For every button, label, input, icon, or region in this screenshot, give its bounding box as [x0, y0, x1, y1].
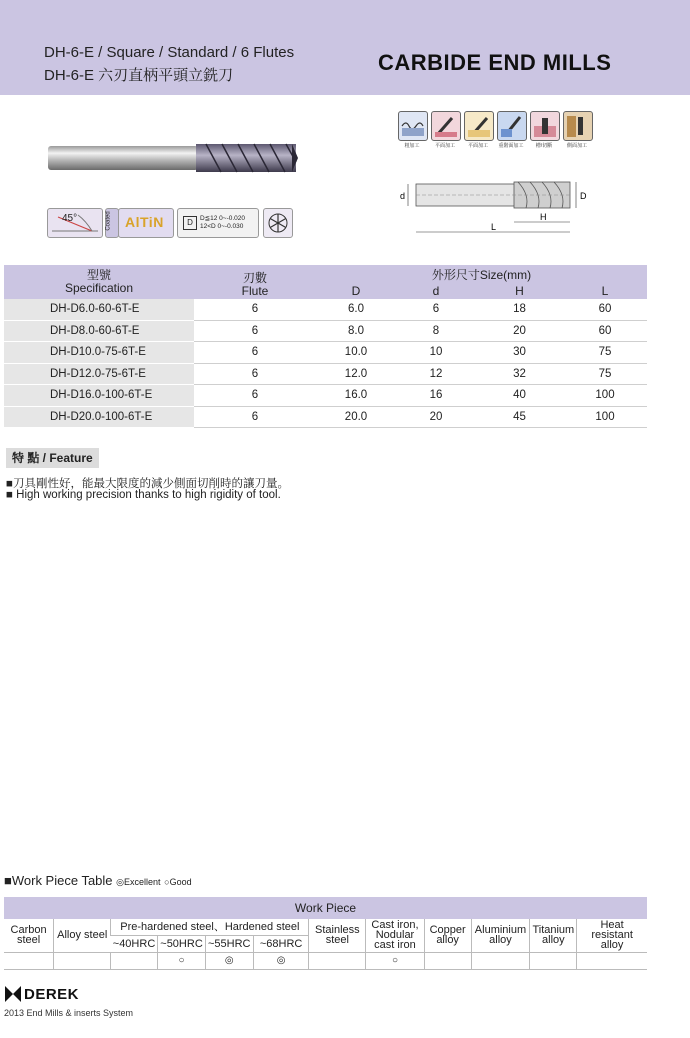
header-band	[0, 0, 690, 95]
hrc-40-header: ~40HRC	[111, 935, 158, 952]
spec-cell: DH-D12.0-75-6T-E	[4, 363, 194, 385]
spec-cell: DH-D8.0-60-6T-E	[4, 320, 194, 342]
six-flute-cross-section-icon	[263, 208, 293, 238]
d-cell: 12	[396, 363, 476, 385]
spec-column-header	[4, 265, 194, 299]
rating-cell	[577, 952, 647, 969]
derek-logo-icon	[4, 985, 22, 1003]
stainless-header: Stainless steel	[309, 919, 366, 952]
flute-column-header	[194, 265, 316, 299]
dim-D-label: D	[580, 191, 587, 201]
table-row	[4, 406, 647, 428]
tolerance-line-1: D≦12 0~-0.020	[200, 215, 246, 222]
work-piece-section	[4, 873, 192, 888]
flute-header-en: Flute	[241, 284, 269, 298]
rating-cell	[4, 952, 54, 969]
flute-cell: 6	[194, 342, 316, 364]
d-cell: 20	[396, 406, 476, 428]
side-milling-icon	[464, 111, 494, 141]
D-cell: 6.0	[316, 299, 396, 320]
product-category-title: CARBIDE END MILLS	[378, 50, 612, 75]
rating-cell: ○	[366, 952, 425, 969]
specification-table	[4, 265, 647, 428]
hrc-55-header: ~55HRC	[205, 935, 253, 952]
H-cell: 20	[476, 320, 563, 342]
end-mill-photo	[46, 140, 302, 178]
table-row	[4, 363, 647, 385]
flute-cell: 6	[194, 363, 316, 385]
legend-good: ○Good	[164, 877, 192, 887]
d-cell: 6	[396, 299, 476, 320]
pre-hardened-header: Pre-hardened steel、Hardened steel	[111, 919, 309, 935]
rating-cell: ○	[158, 952, 206, 969]
table-row	[4, 320, 647, 342]
helix-angle-badge	[47, 208, 103, 238]
step-milling-icon	[497, 111, 527, 141]
cast-iron-header: Cast iron, Nodular cast iron	[366, 919, 425, 952]
d-cell: 10	[396, 342, 476, 364]
H-cell: 18	[476, 299, 563, 320]
D-cell: 10.0	[316, 342, 396, 364]
rating-cell	[111, 952, 158, 969]
H-cell: 40	[476, 385, 563, 407]
feature-line-zh: ■刀具剛性好，能最大限度的減少側面切削時的讓刀量。	[6, 478, 289, 490]
L-cell: 75	[563, 363, 647, 385]
rating-cell	[54, 952, 111, 969]
d-column-header: d	[432, 283, 440, 298]
D-cell: 8.0	[316, 320, 396, 342]
H-column-header: H	[515, 283, 524, 298]
slotting-icon	[530, 111, 560, 141]
profiling-icon	[563, 111, 593, 141]
rating-cell: ◎	[205, 952, 253, 969]
application-label: 槽/切斷	[535, 143, 553, 149]
dim-L-label: L	[491, 222, 497, 232]
dim-d-label: d	[400, 191, 406, 201]
spec-cell: DH-D10.0-75-6T-E	[4, 342, 194, 364]
application-label: 側面加工	[566, 143, 587, 149]
L-cell: 100	[563, 406, 647, 428]
hrc-68-header: ~68HRC	[253, 935, 309, 952]
rating-row	[4, 952, 647, 969]
helix-angle-label: 45°	[62, 213, 78, 224]
roughing-icon	[398, 111, 428, 141]
hrc-50-header: ~50HRC	[158, 935, 206, 952]
rating-cell	[424, 952, 471, 969]
flute-header-zh: 刃數	[242, 271, 267, 285]
L-cell: 60	[563, 299, 647, 320]
flute-cell: 6	[194, 385, 316, 407]
catalog-name: 2013 End Mills & inserts System	[4, 1008, 134, 1018]
flute-cell: 6	[194, 406, 316, 428]
aluminium-header: Aluminium alloy	[471, 919, 530, 952]
dimension-drawing	[396, 174, 596, 240]
work-piece-table	[4, 897, 647, 970]
coating-label: AlTiN	[125, 214, 164, 230]
table-row	[4, 342, 647, 364]
application-label: 粗加工	[404, 143, 420, 149]
coated-label: Coated	[105, 211, 112, 231]
work-piece-label: ■Work Piece Table	[4, 873, 113, 888]
H-cell: 45	[476, 406, 563, 428]
alloy-steel-header: Alloy steel	[54, 919, 111, 952]
d-cell: 8	[396, 320, 476, 342]
face-milling-icon	[431, 111, 461, 141]
rating-cell	[530, 952, 577, 969]
D-cell: 12.0	[316, 363, 396, 385]
application-label: 平面加工	[467, 143, 488, 149]
feature-line-en: ■ High working precision thanks to high rigidity of tool.	[6, 489, 281, 501]
coated-tag	[105, 208, 119, 238]
dim-H-label: H	[540, 212, 547, 222]
d-cell: 16	[396, 385, 476, 407]
table-row	[4, 385, 647, 407]
product-title-zh: DH-6-E 六刃直柄平頭立銑刀	[44, 67, 234, 84]
flute-cell: 6	[194, 320, 316, 342]
D-cell: 16.0	[316, 385, 396, 407]
titanium-header: Titanium alloy	[530, 919, 577, 952]
rating-cell	[471, 952, 530, 969]
carbon-steel-header: Carbon steel	[4, 919, 54, 952]
heat-resistant-header: Heat resistant alloy	[577, 919, 647, 952]
application-label: 重階面加工	[498, 143, 524, 149]
D-column-header: D	[351, 283, 361, 298]
H-cell: 32	[476, 363, 563, 385]
table-row	[4, 299, 647, 320]
brand-name: DEREK	[24, 986, 80, 1003]
work-piece-band: Work Piece	[4, 897, 647, 919]
L-cell: 75	[563, 342, 647, 364]
spec-header-en: Specification	[64, 281, 134, 295]
application-label: 平面加工	[434, 143, 455, 149]
size-column-header: 外形尺寸Size(mm)	[431, 268, 532, 282]
spec-cell: DH-D16.0-100-6T-E	[4, 385, 194, 407]
D-cell: 20.0	[316, 406, 396, 428]
tolerance-badge	[177, 208, 259, 238]
spec-cell: DH-D20.0-100-6T-E	[4, 406, 194, 428]
tolerance-symbol: D	[183, 216, 197, 230]
feature-title: 特 點 / Feature	[6, 448, 99, 468]
coating-badge	[118, 208, 174, 238]
legend-excellent: ◎Excellent	[116, 877, 161, 887]
rating-cell: ◎	[253, 952, 309, 969]
rating-cell	[309, 952, 366, 969]
L-cell: 100	[563, 385, 647, 407]
L-cell: 60	[563, 320, 647, 342]
spec-cell: DH-D6.0-60-6T-E	[4, 299, 194, 320]
spec-header-zh: 型號	[86, 268, 111, 282]
tolerance-line-2: 12<D 0~-0.030	[200, 223, 244, 230]
flute-cell: 6	[194, 299, 316, 320]
H-cell: 30	[476, 342, 563, 364]
L-column-header: L	[601, 283, 609, 298]
copper-header: Copper alloy	[424, 919, 471, 952]
product-title-en: DH-6-E / Square / Standard / 6 Flutes	[44, 44, 295, 61]
